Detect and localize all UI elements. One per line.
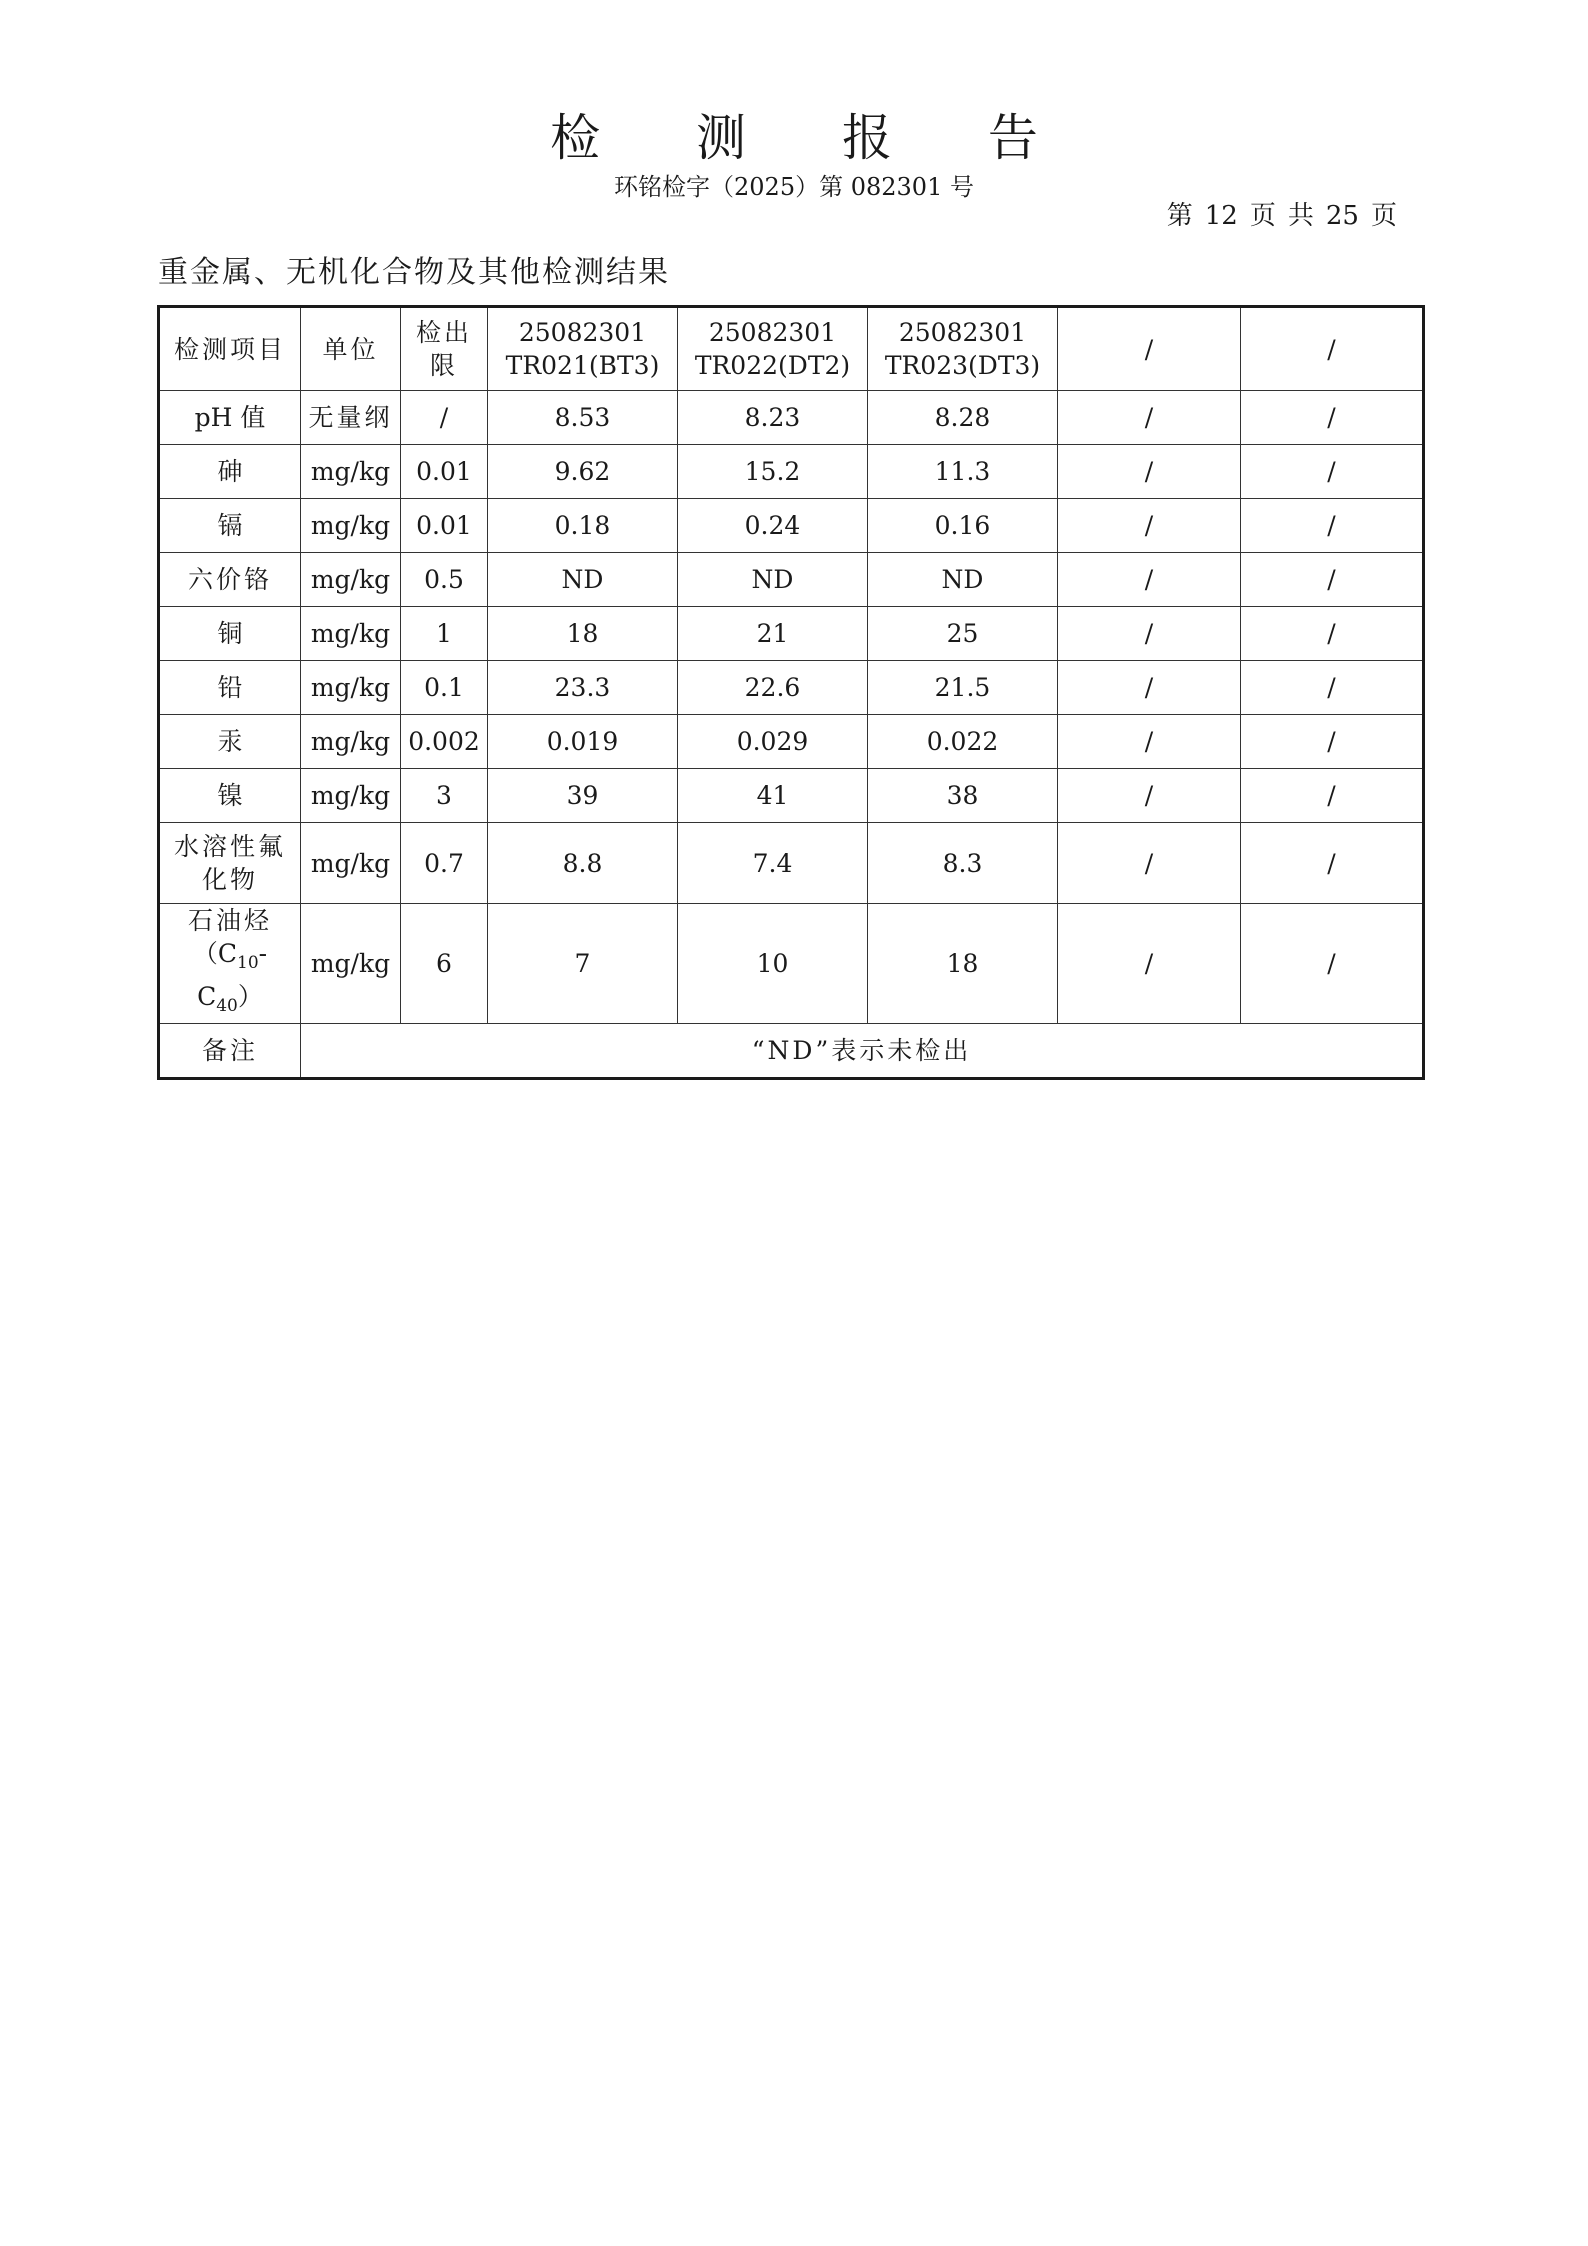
row-limit: 0.1 xyxy=(401,661,488,715)
header-item: 检测项目 xyxy=(159,307,301,391)
sample-2-id: TR022(DT2) xyxy=(694,351,851,380)
header-empty-1: / xyxy=(1058,307,1241,391)
page-mid1: 页 xyxy=(1249,201,1276,231)
page-suffix: 页 xyxy=(1370,201,1397,231)
row-item: pH 值 xyxy=(159,391,301,445)
table-row xyxy=(159,769,1424,823)
row-value-2: 7.4 xyxy=(678,823,868,904)
row-item-line1: 水溶性氟 xyxy=(173,832,286,861)
row-empty-1: / xyxy=(1058,553,1241,607)
row-empty-1: / xyxy=(1058,607,1241,661)
row-item xyxy=(159,904,301,1024)
row-value-2: 21 xyxy=(678,607,868,661)
table-row xyxy=(159,823,1424,904)
row-empty-1: / xyxy=(1058,661,1241,715)
table-row xyxy=(159,445,1424,499)
row-empty-2: / xyxy=(1241,553,1424,607)
results-table xyxy=(157,305,1425,1080)
page-current: 12 xyxy=(1204,201,1238,231)
row-value-3: 8.3 xyxy=(868,823,1058,904)
row-value-3: 25 xyxy=(868,607,1058,661)
formula-dash: -C xyxy=(197,939,268,1011)
row-unit: mg/kg xyxy=(301,661,401,715)
header-sample-2 xyxy=(678,307,868,391)
table-row xyxy=(159,391,1424,445)
row-item-line2: 化物 xyxy=(201,865,258,894)
row-empty-2: / xyxy=(1241,391,1424,445)
table-row xyxy=(159,904,1424,1024)
row-empty-2: / xyxy=(1241,823,1424,904)
table-row xyxy=(159,607,1424,661)
row-item: 六价铬 xyxy=(159,553,301,607)
row-item: 汞 xyxy=(159,715,301,769)
row-empty-1: / xyxy=(1058,715,1241,769)
page-mid2: 共 xyxy=(1287,201,1314,231)
row-value-1: 8.53 xyxy=(488,391,678,445)
note-text: “ND”表示未检出 xyxy=(301,1024,1424,1079)
row-item xyxy=(159,823,301,904)
row-empty-1: / xyxy=(1058,823,1241,904)
row-limit: 0.7 xyxy=(401,823,488,904)
page-indicator xyxy=(1161,200,1403,232)
row-value-2: 10 xyxy=(678,904,868,1024)
row-empty-2: / xyxy=(1241,661,1424,715)
row-value-3: 18 xyxy=(868,904,1058,1024)
formula-sub-1: 10 xyxy=(237,953,259,973)
note-label: 备注 xyxy=(159,1024,301,1079)
row-empty-1: / xyxy=(1058,499,1241,553)
section-title: 重金属、无机化合物及其他检测结果 xyxy=(158,255,670,290)
row-empty-1: / xyxy=(1058,445,1241,499)
page-total: 25 xyxy=(1325,201,1359,231)
row-value-1: 0.019 xyxy=(488,715,678,769)
row-value-1: ND xyxy=(488,553,678,607)
row-value-2: 15.2 xyxy=(678,445,868,499)
header-empty-2: / xyxy=(1241,307,1424,391)
note-row xyxy=(159,1024,1424,1079)
row-unit: mg/kg xyxy=(301,607,401,661)
row-value-1: 23.3 xyxy=(488,661,678,715)
row-limit: 0.002 xyxy=(401,715,488,769)
sample-2-code: 25082301 xyxy=(708,318,837,347)
row-item: 砷 xyxy=(159,445,301,499)
row-empty-2: / xyxy=(1241,445,1424,499)
row-unit: mg/kg xyxy=(301,769,401,823)
row-item: 镍 xyxy=(159,769,301,823)
row-empty-2: / xyxy=(1241,904,1424,1024)
row-empty-2: / xyxy=(1241,499,1424,553)
header-unit: 单位 xyxy=(301,307,401,391)
sample-1-id: TR021(BT3) xyxy=(505,351,660,380)
row-value-2: 0.029 xyxy=(678,715,868,769)
row-value-1: 8.8 xyxy=(488,823,678,904)
row-limit: 3 xyxy=(401,769,488,823)
row-unit: mg/kg xyxy=(301,715,401,769)
row-item: 镉 xyxy=(159,499,301,553)
row-value-3: 21.5 xyxy=(868,661,1058,715)
table-header-row xyxy=(159,307,1424,391)
sample-1-code: 25082301 xyxy=(518,318,647,347)
row-value-2: 41 xyxy=(678,769,868,823)
header-limit: 检出限 xyxy=(401,307,488,391)
row-unit: mg/kg xyxy=(301,445,401,499)
formula-close: ） xyxy=(237,982,263,1011)
sample-3-id: TR023(DT3) xyxy=(884,351,1041,380)
row-unit: mg/kg xyxy=(301,904,401,1024)
row-value-3: 0.022 xyxy=(868,715,1058,769)
row-empty-2: / xyxy=(1241,769,1424,823)
row-value-3: 11.3 xyxy=(868,445,1058,499)
row-item: 铅 xyxy=(159,661,301,715)
row-item-line1: 石油烃 xyxy=(187,906,272,935)
report-number: 环铭检字（2025）第 082301 号 xyxy=(614,173,974,201)
row-limit: 6 xyxy=(401,904,488,1024)
row-empty-2: / xyxy=(1241,715,1424,769)
table-row xyxy=(159,553,1424,607)
row-unit: mg/kg xyxy=(301,499,401,553)
row-value-3: 0.16 xyxy=(868,499,1058,553)
row-item: 铜 xyxy=(159,607,301,661)
row-unit: mg/kg xyxy=(301,553,401,607)
row-limit: 0.01 xyxy=(401,499,488,553)
row-limit: 0.01 xyxy=(401,445,488,499)
row-value-2: 0.24 xyxy=(678,499,868,553)
row-value-1: 9.62 xyxy=(488,445,678,499)
row-unit: 无量纲 xyxy=(301,391,401,445)
row-value-1: 0.18 xyxy=(488,499,678,553)
row-value-2: 8.23 xyxy=(678,391,868,445)
row-value-3: 38 xyxy=(868,769,1058,823)
row-value-3: 8.28 xyxy=(868,391,1058,445)
report-title: 检 测 报 告 xyxy=(550,109,1078,167)
page-prefix: 第 xyxy=(1166,201,1193,231)
row-limit: 1 xyxy=(401,607,488,661)
header-sample-1 xyxy=(488,307,678,391)
row-limit: / xyxy=(401,391,488,445)
row-value-1: 7 xyxy=(488,904,678,1024)
row-item-line2 xyxy=(162,937,298,1023)
sample-3-code: 25082301 xyxy=(898,318,1027,347)
table-row xyxy=(159,499,1424,553)
row-empty-1: / xyxy=(1058,904,1241,1024)
formula-sub-2: 40 xyxy=(216,996,238,1016)
row-value-2: ND xyxy=(678,553,868,607)
row-unit: mg/kg xyxy=(301,823,401,904)
row-limit: 0.5 xyxy=(401,553,488,607)
table-row xyxy=(159,715,1424,769)
header-sample-3 xyxy=(868,307,1058,391)
row-empty-1: / xyxy=(1058,391,1241,445)
row-value-1: 39 xyxy=(488,769,678,823)
row-empty-2: / xyxy=(1241,607,1424,661)
row-value-3: ND xyxy=(868,553,1058,607)
table-row xyxy=(159,661,1424,715)
row-empty-1: / xyxy=(1058,769,1241,823)
formula-open: （C xyxy=(192,939,238,968)
row-value-1: 18 xyxy=(488,607,678,661)
row-value-2: 22.6 xyxy=(678,661,868,715)
